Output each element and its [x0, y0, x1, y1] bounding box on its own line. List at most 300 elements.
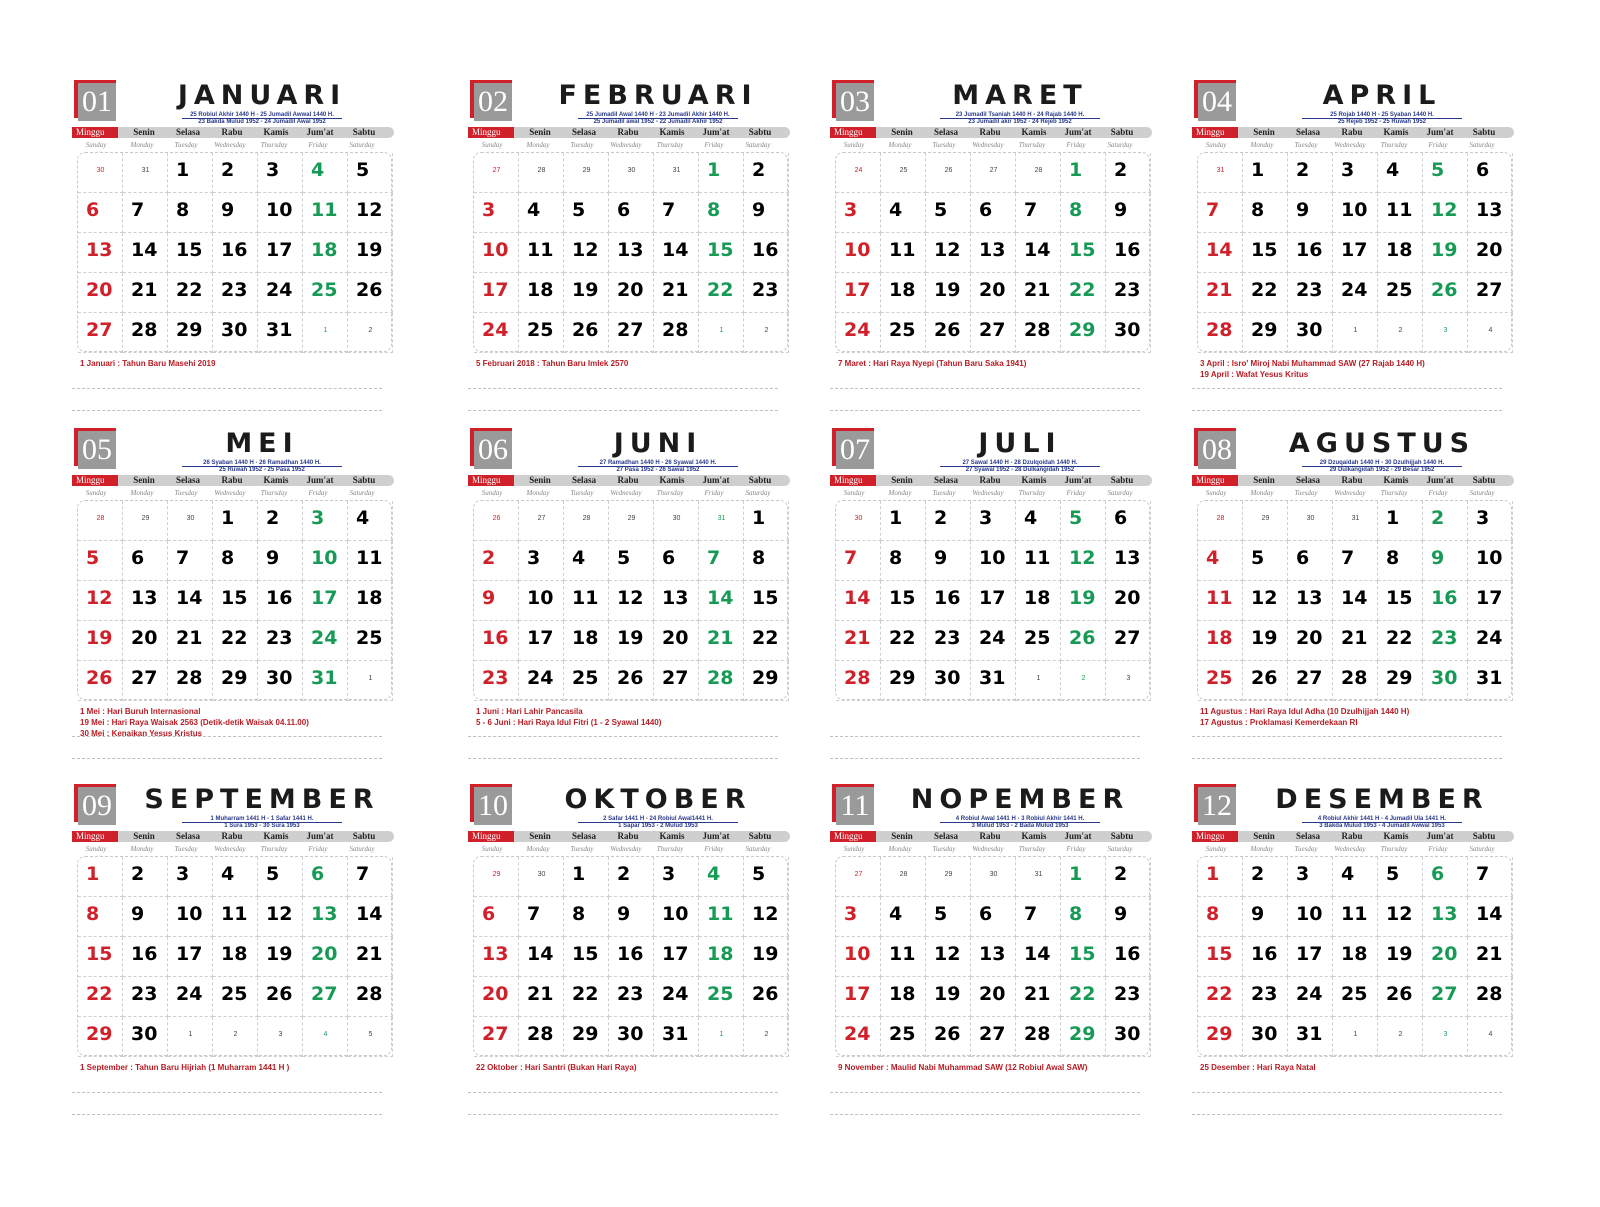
date-cell[interactable] — [1106, 233, 1151, 273]
date-cell[interactable] — [258, 273, 303, 313]
date-cell[interactable] — [744, 193, 789, 233]
date-cell[interactable] — [474, 937, 519, 977]
date-cell[interactable] — [348, 661, 393, 701]
date-cell[interactable] — [699, 977, 744, 1017]
date-cell[interactable] — [926, 977, 971, 1017]
date-cell[interactable] — [971, 1017, 1016, 1057]
date-cell[interactable] — [1198, 897, 1243, 937]
date-cell[interactable] — [564, 273, 609, 313]
date-cell[interactable] — [654, 153, 699, 193]
date-cell[interactable] — [78, 977, 123, 1017]
date-cell[interactable] — [258, 581, 303, 621]
date-cell[interactable] — [78, 501, 123, 541]
date-cell[interactable] — [474, 581, 519, 621]
date-cell[interactable] — [971, 857, 1016, 897]
date-cell[interactable] — [123, 541, 168, 581]
date-cell[interactable] — [1423, 313, 1468, 353]
date-cell[interactable] — [1423, 621, 1468, 661]
date-cell[interactable] — [1333, 273, 1378, 313]
date-cell[interactable] — [699, 313, 744, 353]
date-cell[interactable] — [1016, 233, 1061, 273]
date-cell[interactable] — [836, 541, 881, 581]
date-cell[interactable] — [168, 313, 213, 353]
date-cell[interactable] — [474, 1017, 519, 1057]
date-cell[interactable] — [564, 313, 609, 353]
date-cell[interactable] — [1106, 937, 1151, 977]
date-cell[interactable] — [213, 937, 258, 977]
date-cell[interactable] — [1016, 153, 1061, 193]
date-cell[interactable] — [564, 501, 609, 541]
date-cell[interactable] — [654, 313, 699, 353]
date-cell[interactable] — [564, 897, 609, 937]
date-cell[interactable] — [926, 581, 971, 621]
date-cell[interactable] — [926, 1017, 971, 1057]
date-cell[interactable] — [348, 1017, 393, 1057]
date-cell[interactable] — [744, 273, 789, 313]
date-cell[interactable] — [519, 501, 564, 541]
date-cell[interactable] — [1243, 581, 1288, 621]
date-cell[interactable] — [213, 857, 258, 897]
date-cell[interactable] — [1333, 661, 1378, 701]
date-cell[interactable] — [168, 897, 213, 937]
date-cell[interactable] — [744, 977, 789, 1017]
date-cell[interactable] — [1423, 661, 1468, 701]
date-cell[interactable] — [971, 937, 1016, 977]
date-cell[interactable] — [168, 1017, 213, 1057]
date-cell[interactable] — [303, 501, 348, 541]
date-cell[interactable] — [744, 233, 789, 273]
date-cell[interactable] — [1061, 233, 1106, 273]
date-cell[interactable] — [1423, 857, 1468, 897]
date-cell[interactable] — [78, 857, 123, 897]
date-cell[interactable] — [519, 897, 564, 937]
date-cell[interactable] — [1333, 977, 1378, 1017]
date-cell[interactable] — [699, 273, 744, 313]
date-cell[interactable] — [1423, 193, 1468, 233]
date-cell[interactable] — [213, 621, 258, 661]
date-cell[interactable] — [519, 313, 564, 353]
date-cell[interactable] — [971, 541, 1016, 581]
date-cell[interactable] — [519, 937, 564, 977]
date-cell[interactable] — [699, 661, 744, 701]
date-cell[interactable] — [1468, 541, 1513, 581]
date-cell[interactable] — [1016, 541, 1061, 581]
date-cell[interactable] — [564, 1017, 609, 1057]
date-cell[interactable] — [744, 857, 789, 897]
date-cell[interactable] — [1106, 541, 1151, 581]
date-cell[interactable] — [1061, 621, 1106, 661]
date-cell[interactable] — [519, 1017, 564, 1057]
date-cell[interactable] — [699, 581, 744, 621]
date-cell[interactable] — [699, 501, 744, 541]
date-cell[interactable] — [744, 1017, 789, 1057]
date-cell[interactable] — [836, 977, 881, 1017]
date-cell[interactable] — [744, 661, 789, 701]
date-cell[interactable] — [836, 621, 881, 661]
date-cell[interactable] — [474, 233, 519, 273]
date-cell[interactable] — [609, 937, 654, 977]
date-cell[interactable] — [971, 621, 1016, 661]
date-cell[interactable] — [303, 661, 348, 701]
date-cell[interactable] — [213, 233, 258, 273]
date-cell[interactable] — [519, 273, 564, 313]
date-cell[interactable] — [1333, 621, 1378, 661]
date-cell[interactable] — [1198, 541, 1243, 581]
date-cell[interactable] — [1106, 581, 1151, 621]
date-cell[interactable] — [1061, 501, 1106, 541]
date-cell[interactable] — [836, 313, 881, 353]
date-cell[interactable] — [654, 501, 699, 541]
date-cell[interactable] — [926, 541, 971, 581]
date-cell[interactable] — [1243, 541, 1288, 581]
date-cell[interactable] — [168, 233, 213, 273]
date-cell[interactable] — [303, 857, 348, 897]
date-cell[interactable] — [348, 501, 393, 541]
date-cell[interactable] — [881, 857, 926, 897]
date-cell[interactable] — [654, 233, 699, 273]
date-cell[interactable] — [564, 581, 609, 621]
date-cell[interactable] — [699, 541, 744, 581]
date-cell[interactable] — [1288, 581, 1333, 621]
date-cell[interactable] — [699, 193, 744, 233]
date-cell[interactable] — [609, 621, 654, 661]
date-cell[interactable] — [348, 857, 393, 897]
date-cell[interactable] — [971, 897, 1016, 937]
date-cell[interactable] — [168, 937, 213, 977]
date-cell[interactable] — [926, 153, 971, 193]
date-cell[interactable] — [609, 153, 654, 193]
date-cell[interactable] — [1106, 153, 1151, 193]
date-cell[interactable] — [303, 313, 348, 353]
date-cell[interactable] — [1288, 661, 1333, 701]
date-cell[interactable] — [123, 621, 168, 661]
date-cell[interactable] — [1198, 857, 1243, 897]
date-cell[interactable] — [168, 193, 213, 233]
date-cell[interactable] — [1198, 1017, 1243, 1057]
date-cell[interactable] — [744, 501, 789, 541]
date-cell[interactable] — [1468, 621, 1513, 661]
date-cell[interactable] — [609, 193, 654, 233]
date-cell[interactable] — [1333, 857, 1378, 897]
date-cell[interactable] — [123, 1017, 168, 1057]
date-cell[interactable] — [1061, 273, 1106, 313]
date-cell[interactable] — [213, 193, 258, 233]
date-cell[interactable] — [926, 233, 971, 273]
date-cell[interactable] — [926, 273, 971, 313]
date-cell[interactable] — [836, 661, 881, 701]
date-cell[interactable] — [1468, 501, 1513, 541]
date-cell[interactable] — [1198, 581, 1243, 621]
date-cell[interactable] — [1061, 897, 1106, 937]
date-cell[interactable] — [1378, 541, 1423, 581]
date-cell[interactable] — [1061, 541, 1106, 581]
date-cell[interactable] — [1016, 857, 1061, 897]
date-cell[interactable] — [1423, 897, 1468, 937]
date-cell[interactable] — [1468, 313, 1513, 353]
date-cell[interactable] — [1106, 273, 1151, 313]
date-cell[interactable] — [836, 1017, 881, 1057]
date-cell[interactable] — [744, 313, 789, 353]
date-cell[interactable] — [258, 1017, 303, 1057]
date-cell[interactable] — [1198, 661, 1243, 701]
date-cell[interactable] — [474, 501, 519, 541]
date-cell[interactable] — [1061, 153, 1106, 193]
date-cell[interactable] — [213, 1017, 258, 1057]
date-cell[interactable] — [168, 661, 213, 701]
date-cell[interactable] — [78, 273, 123, 313]
date-cell[interactable] — [1423, 153, 1468, 193]
date-cell[interactable] — [348, 977, 393, 1017]
date-cell[interactable] — [654, 541, 699, 581]
date-cell[interactable] — [1106, 897, 1151, 937]
date-cell[interactable] — [1198, 621, 1243, 661]
date-cell[interactable] — [1288, 977, 1333, 1017]
date-cell[interactable] — [881, 273, 926, 313]
date-cell[interactable] — [1468, 937, 1513, 977]
date-cell[interactable] — [1378, 937, 1423, 977]
date-cell[interactable] — [1016, 661, 1061, 701]
date-cell[interactable] — [1333, 153, 1378, 193]
date-cell[interactable] — [258, 233, 303, 273]
date-cell[interactable] — [1106, 193, 1151, 233]
date-cell[interactable] — [609, 233, 654, 273]
date-cell[interactable] — [474, 273, 519, 313]
date-cell[interactable] — [123, 581, 168, 621]
date-cell[interactable] — [1378, 661, 1423, 701]
date-cell[interactable] — [213, 313, 258, 353]
date-cell[interactable] — [1378, 153, 1423, 193]
date-cell[interactable] — [1198, 153, 1243, 193]
date-cell[interactable] — [258, 937, 303, 977]
date-cell[interactable] — [654, 937, 699, 977]
date-cell[interactable] — [1288, 621, 1333, 661]
date-cell[interactable] — [1378, 1017, 1423, 1057]
date-cell[interactable] — [609, 897, 654, 937]
date-cell[interactable] — [1016, 273, 1061, 313]
date-cell[interactable] — [168, 977, 213, 1017]
date-cell[interactable] — [1333, 937, 1378, 977]
date-cell[interactable] — [564, 153, 609, 193]
date-cell[interactable] — [78, 233, 123, 273]
date-cell[interactable] — [1423, 541, 1468, 581]
date-cell[interactable] — [744, 581, 789, 621]
date-cell[interactable] — [258, 857, 303, 897]
date-cell[interactable] — [519, 581, 564, 621]
date-cell[interactable] — [1468, 581, 1513, 621]
date-cell[interactable] — [654, 581, 699, 621]
date-cell[interactable] — [926, 193, 971, 233]
date-cell[interactable] — [168, 857, 213, 897]
date-cell[interactable] — [258, 313, 303, 353]
date-cell[interactable] — [881, 977, 926, 1017]
date-cell[interactable] — [926, 313, 971, 353]
date-cell[interactable] — [699, 1017, 744, 1057]
date-cell[interactable] — [1016, 897, 1061, 937]
date-cell[interactable] — [1061, 661, 1106, 701]
date-cell[interactable] — [881, 897, 926, 937]
date-cell[interactable] — [78, 153, 123, 193]
date-cell[interactable] — [303, 1017, 348, 1057]
date-cell[interactable] — [881, 661, 926, 701]
date-cell[interactable] — [168, 273, 213, 313]
date-cell[interactable] — [78, 621, 123, 661]
date-cell[interactable] — [303, 897, 348, 937]
date-cell[interactable] — [1288, 897, 1333, 937]
date-cell[interactable] — [519, 977, 564, 1017]
date-cell[interactable] — [1243, 313, 1288, 353]
date-cell[interactable] — [1378, 233, 1423, 273]
date-cell[interactable] — [123, 857, 168, 897]
date-cell[interactable] — [744, 153, 789, 193]
date-cell[interactable] — [1333, 233, 1378, 273]
date-cell[interactable] — [881, 1017, 926, 1057]
date-cell[interactable] — [348, 273, 393, 313]
date-cell[interactable] — [1061, 313, 1106, 353]
date-cell[interactable] — [1423, 937, 1468, 977]
date-cell[interactable] — [881, 937, 926, 977]
date-cell[interactable] — [609, 541, 654, 581]
date-cell[interactable] — [699, 233, 744, 273]
date-cell[interactable] — [1061, 977, 1106, 1017]
date-cell[interactable] — [564, 233, 609, 273]
date-cell[interactable] — [1468, 233, 1513, 273]
date-cell[interactable] — [303, 193, 348, 233]
date-cell[interactable] — [123, 153, 168, 193]
date-cell[interactable] — [303, 233, 348, 273]
date-cell[interactable] — [213, 541, 258, 581]
date-cell[interactable] — [1423, 581, 1468, 621]
date-cell[interactable] — [213, 581, 258, 621]
date-cell[interactable] — [1378, 977, 1423, 1017]
date-cell[interactable] — [1106, 621, 1151, 661]
date-cell[interactable] — [519, 857, 564, 897]
date-cell[interactable] — [1468, 1017, 1513, 1057]
date-cell[interactable] — [213, 977, 258, 1017]
date-cell[interactable] — [1378, 857, 1423, 897]
date-cell[interactable] — [1288, 233, 1333, 273]
date-cell[interactable] — [1423, 233, 1468, 273]
date-cell[interactable] — [1106, 313, 1151, 353]
date-cell[interactable] — [971, 313, 1016, 353]
date-cell[interactable] — [1106, 661, 1151, 701]
date-cell[interactable] — [654, 1017, 699, 1057]
date-cell[interactable] — [1378, 313, 1423, 353]
date-cell[interactable] — [1243, 621, 1288, 661]
date-cell[interactable] — [78, 661, 123, 701]
date-cell[interactable] — [78, 937, 123, 977]
date-cell[interactable] — [1333, 1017, 1378, 1057]
date-cell[interactable] — [474, 621, 519, 661]
date-cell[interactable] — [348, 233, 393, 273]
date-cell[interactable] — [1333, 501, 1378, 541]
date-cell[interactable] — [1468, 273, 1513, 313]
date-cell[interactable] — [1288, 193, 1333, 233]
date-cell[interactable] — [609, 581, 654, 621]
date-cell[interactable] — [1468, 193, 1513, 233]
date-cell[interactable] — [744, 937, 789, 977]
date-cell[interactable] — [348, 153, 393, 193]
date-cell[interactable] — [1106, 1017, 1151, 1057]
date-cell[interactable] — [123, 313, 168, 353]
date-cell[interactable] — [744, 897, 789, 937]
date-cell[interactable] — [78, 581, 123, 621]
date-cell[interactable] — [1243, 233, 1288, 273]
date-cell[interactable] — [123, 897, 168, 937]
date-cell[interactable] — [609, 313, 654, 353]
date-cell[interactable] — [78, 1017, 123, 1057]
date-cell[interactable] — [926, 621, 971, 661]
date-cell[interactable] — [1378, 581, 1423, 621]
date-cell[interactable] — [699, 621, 744, 661]
date-cell[interactable] — [474, 541, 519, 581]
date-cell[interactable] — [971, 193, 1016, 233]
date-cell[interactable] — [654, 661, 699, 701]
date-cell[interactable] — [123, 193, 168, 233]
date-cell[interactable] — [971, 581, 1016, 621]
date-cell[interactable] — [1198, 501, 1243, 541]
date-cell[interactable] — [519, 661, 564, 701]
date-cell[interactable] — [1288, 541, 1333, 581]
date-cell[interactable] — [348, 581, 393, 621]
date-cell[interactable] — [609, 273, 654, 313]
date-cell[interactable] — [926, 937, 971, 977]
date-cell[interactable] — [1468, 897, 1513, 937]
date-cell[interactable] — [836, 273, 881, 313]
date-cell[interactable] — [881, 501, 926, 541]
date-cell[interactable] — [926, 857, 971, 897]
date-cell[interactable] — [836, 501, 881, 541]
date-cell[interactable] — [654, 857, 699, 897]
date-cell[interactable] — [1288, 153, 1333, 193]
date-cell[interactable] — [474, 153, 519, 193]
date-cell[interactable] — [881, 153, 926, 193]
date-cell[interactable] — [609, 1017, 654, 1057]
date-cell[interactable] — [78, 193, 123, 233]
date-cell[interactable] — [1468, 857, 1513, 897]
date-cell[interactable] — [836, 897, 881, 937]
date-cell[interactable] — [1288, 937, 1333, 977]
date-cell[interactable] — [1016, 1017, 1061, 1057]
date-cell[interactable] — [303, 541, 348, 581]
date-cell[interactable] — [303, 273, 348, 313]
date-cell[interactable] — [564, 937, 609, 977]
date-cell[interactable] — [1468, 153, 1513, 193]
date-cell[interactable] — [1423, 977, 1468, 1017]
date-cell[interactable] — [564, 977, 609, 1017]
date-cell[interactable] — [1243, 193, 1288, 233]
date-cell[interactable] — [1061, 937, 1106, 977]
date-cell[interactable] — [519, 153, 564, 193]
date-cell[interactable] — [1423, 1017, 1468, 1057]
date-cell[interactable] — [1378, 897, 1423, 937]
date-cell[interactable] — [744, 621, 789, 661]
date-cell[interactable] — [123, 233, 168, 273]
date-cell[interactable] — [1243, 153, 1288, 193]
date-cell[interactable] — [1423, 501, 1468, 541]
date-cell[interactable] — [1243, 661, 1288, 701]
date-cell[interactable] — [971, 977, 1016, 1017]
date-cell[interactable] — [1016, 193, 1061, 233]
date-cell[interactable] — [1243, 977, 1288, 1017]
date-cell[interactable] — [1243, 857, 1288, 897]
date-cell[interactable] — [836, 857, 881, 897]
date-cell[interactable] — [609, 977, 654, 1017]
date-cell[interactable] — [348, 937, 393, 977]
date-cell[interactable] — [609, 501, 654, 541]
date-cell[interactable] — [78, 313, 123, 353]
date-cell[interactable] — [881, 313, 926, 353]
date-cell[interactable] — [123, 937, 168, 977]
